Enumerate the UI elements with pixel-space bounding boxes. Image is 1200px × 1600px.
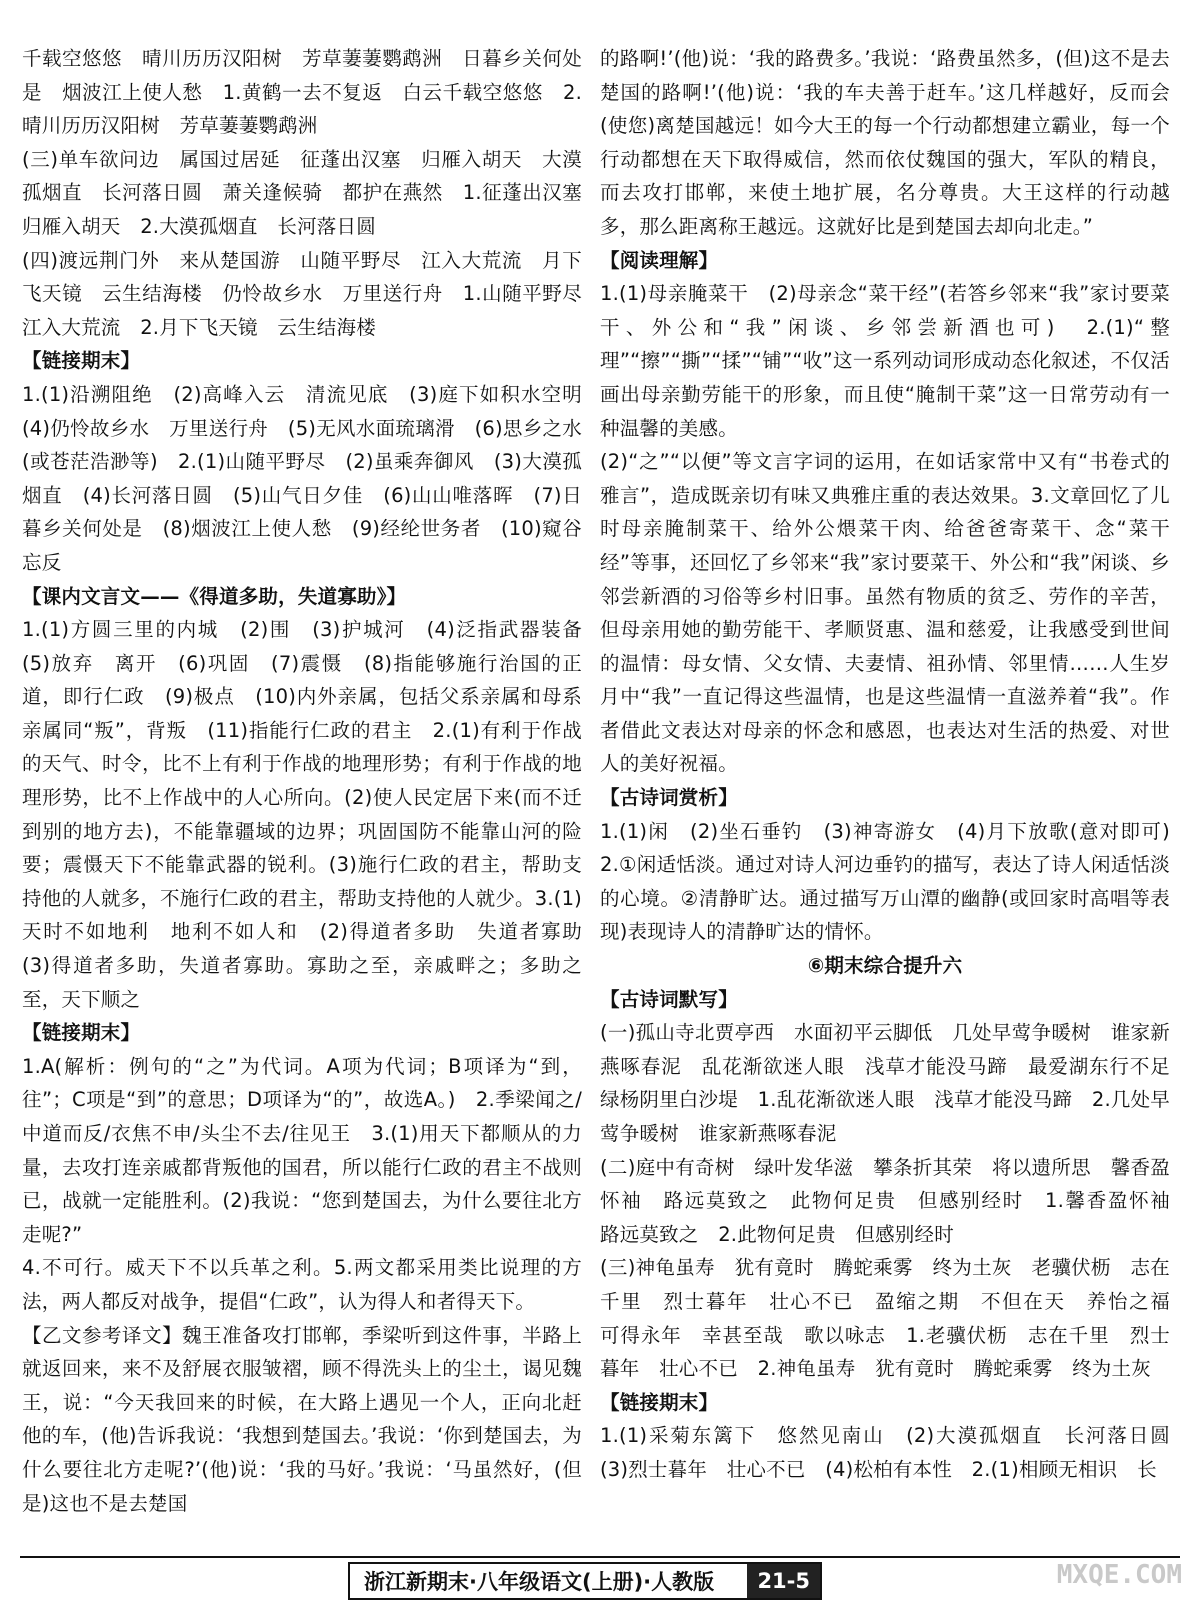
section-heading: 【链接期末】 xyxy=(600,1390,719,1414)
answer-paragraph: 千载空悠悠 晴川历历汉阳树 芳草萋萋鹦鹉洲 日暮乡关何处是 烟波江上使人愁 1.黄鹤一去不复返 白云千载空悠悠 2.晴川历历汉阳树 芳草萋萋鹦鹉洲 xyxy=(22,47,582,138)
answer-paragraph: (二)庭中有奇树 绿叶发华滋 攀条折其荣 将以遗所思 馨香盈怀袖 路远莫致之 此物何足贵 但感别经时 1.馨香盈怀袖 路远莫致之 2.此物何足贵 但感别经时 xyxy=(600,1155,1190,1246)
page-number: 21-5 xyxy=(747,1564,820,1598)
section-heading: 【链接期末】 xyxy=(22,349,141,373)
section-heading: ⑥期末综合提升六 xyxy=(807,954,963,978)
answer-paragraph: 1.(1)沿溯阻绝 (2)高峰入云 清流见底 (3)庭下如积水空明 (4)仍怜故乡水 万里送行舟 (5)无风水面琉璃滑 (6)思乡之水(或苍茫浩渺等) 2.(1)山随平野尽 (2)虽乘奔御风 (3)大漠孤烟直 (4)长河落日圆 (5)山气日夕佳 (6)山山唯落晖 (7)日暮乡关何处是 (8)烟波江上使人愁 (9)经纶世务者 (10)窥谷忘反 xyxy=(22,382,602,574)
watermark: MXQE.COM xyxy=(1056,1560,1182,1590)
answer-paragraph: 1.A(解析：例句的“之”为代词。A项为代词；B项译为“到，往”；C项是“到”的意思；D项译为“的”，故选A。) 2.季梁闻之/中道而反/衣焦不申/头尘不去/往见王 3.(1)用天下都顺从的力量，去攻打连亲戚都背叛他的国君，所以能行仁政的君主不战则已，战就一定能胜利。(2)我说：“您到楚国去，为什么要往北方走呢?” xyxy=(22,1054,582,1246)
section-heading: 【阅读理解】 xyxy=(600,248,719,272)
section-heading: 【古诗词默写】 xyxy=(600,987,738,1011)
section-heading: 【链接期末】 xyxy=(22,1021,141,1045)
section-heading: 【课内文言文——《得道多助，失道寡助》】 xyxy=(22,584,407,608)
footer-box xyxy=(348,1562,822,1600)
section-heading: 【古诗词赏析】 xyxy=(600,786,738,810)
answer-paragraph: 1.(1)母亲腌菜干 (2)母亲念“菜干经”(若答乡邻来“我”家讨要菜干、外公和“我”闲谈、乡邻尝新酒也可) 2.(1)“整理”“擦”“撕”“揉”“铺”“收”这一系列动词形成动态化叙述，不仅活画出母亲勤劳能干的形象，而且使“腌制干菜”这一日常劳动有一种温馨的美感。 xyxy=(600,282,1170,440)
answer-paragraph: (2)“之”“以便”等文言字词的运用，在如话家常中又有“书卷式的雅言”，造成既亲切有味又典雅庄重的表达效果。3.文章回忆了儿时母亲腌制菜干、给外公煨菜干肉、给爸爸寄菜干、念“菜干经”等事，还回忆了乡邻来“我”家讨要菜干、外公和“我”闲谈、乡邻尝新酒的习俗等乡村旧事。虽然有物质的贫乏、劳作的辛苦，但母亲用她的勤劳能干、孝顺贤惠、温和慈爱，让我感受到世间的温情：母女情、父女情、夫妻情、祖孙情、邻里情……人生岁月中“我”一直记得这些温情，也是这些温情一直滋养着“我”。作者借此文表达对母亲的怀念和感恩，也表达对生活的热爱、对世人的美好祝福。 xyxy=(600,450,1170,776)
footer-title: 浙江新期末·八年级语文(上册)·人教版 xyxy=(364,1570,715,1594)
footer-rule xyxy=(20,1556,1180,1558)
answer-paragraph: (一)孤山寺北贾亭西 水面初平云脚低 几处早莺争暖树 谁家新燕啄春泥 乱花渐欲迷人眼 浅草才能没马蹄 最爱湖东行不足 绿杨阴里白沙堤 1.乱花渐欲迷人眼 浅草才能没马蹄 2.几处早莺争暖树 谁家新燕啄春泥 xyxy=(600,1021,1190,1145)
answer-paragraph: (三)神龟虽寿 犹有竟时 腾蛇乘雾 终为土灰 老骥伏枥 志在千里 烈士暮年 壮心不已 盈缩之期 不但在天 养怡之福 可得永年 幸甚至哉 歌以咏志 1.老骥伏枥 志在千里 烈士暮年 壮心不已 2.神龟虽寿 犹有竟时 腾蛇乘雾 终为土灰 xyxy=(600,1256,1190,1381)
answer-paragraph: 1.(1)方圆三里的内城 (2)围 (3)护城河 (4)泛指武器装备 (5)放弃 离开 (6)巩固 (7)震慑 (8)指能够施行治国的正道，即行仁政 (9)极点 (10)内外亲属，包括父系亲属和母系亲属同“叛”，背叛 (11)指能行仁政的君主 2.(1)有利于作战的天气、时令，比不上有利于作战的地理形势；有利于作战的地理形势，比不上作战中的人心所向。(2)使人民定居下来(而不迁到别的地方去)，不能靠疆域的边界；巩固国防不能靠山河的险要；震慑天下不能靠武器的锐利。(3)施行仁政的君主，帮助支持他的人就多，不施行仁政的君主，帮助支持他的人就少。3.(1)天时不如地利 地利不如人和 (2)得道者多助 失道者寡助 (3)得道者多助，失道者寡助。寡助之至，亲戚畔之；多助之至，天下顺之 xyxy=(22,618,602,1011)
answer-paragraph: 4.不可行。威天下不以兵革之利。5.两文都采用类比说理的方法，两人都反对战争，提倡“仁政”，认为得人和者得天下。 xyxy=(22,1256,582,1313)
page-footer xyxy=(0,1548,1200,1600)
right-column xyxy=(600,42,1190,1487)
answer-paragraph: (三)单车欲问边 属国过居延 征蓬出汉塞 归雁入胡天 大漠孤烟直 长河落日圆 萧关逢候骑 都护在燕然 1.征蓬出汉塞 归雁入胡天 2.大漠孤烟直 长河落日圆 xyxy=(22,147,602,238)
answer-paragraph: 的路啊!’(他)说：‘我的路费多。’我说：‘路费虽然多，(但)这不是去楚国的路啊!’(他)说：‘我的车夫善于赶车。’这几样越好，反而会(使您)离楚国越远！如今大王的每一个行动都想建立霸业，每一个行动都想在天下取得威信，然而依仗魏国的强大，军队的精良，而去攻打邯郸，来使土地扩展，名分尊贵。大王这样的行动越多，那么距离称王越远。这就好比是到楚国去却向北走。” xyxy=(600,47,1170,238)
answer-paragraph: 1.(1)闲 (2)坐石垂钓 (3)神寄游女 (4)月下放歌(意对即可) 2.①闲适恬淡。通过对诗人河边垂钓的描写，表达了诗人闲适恬淡的心境。②清静旷达。通过描写万山潭的幽静(或回家时高唱等表现)表现诗人的清静旷达的情怀。 xyxy=(600,819,1190,944)
answer-paragraph: (四)渡远荆门外 来从楚国游 山随平野尽 江入大荒流 月下飞天镜 云生结海楼 仍怜故乡水 万里送行舟 1.山随平野尽 江入大荒流 2.月下飞天镜 云生结海楼 xyxy=(22,248,602,339)
left-column xyxy=(22,42,602,1520)
answer-paragraph: 【乙文参考译文】魏王准备攻打邯郸，季梁听到这件事，半路上就返回来，来不及舒展衣服皱褶，顾不得洗头上的尘土，谒见魏王，说：“今天我回来的时候，在大路上遇见一个人，正向北赶他的车，(他)告诉我说：‘我想到楚国去。’我说：‘你到楚国去，为什么要往北方走呢?’(他)说：‘我的马好。’我说：‘马虽然好，(但是)这也不是去楚国 xyxy=(22,1323,582,1515)
answer-paragraph: 1.(1)采菊东篱下 悠然见南山 (2)大漠孤烟直 长河落日圆 (3)烈士暮年 壮心不已 (4)松柏有本性 2.(1)相顾无相识 长 xyxy=(600,1424,1190,1481)
